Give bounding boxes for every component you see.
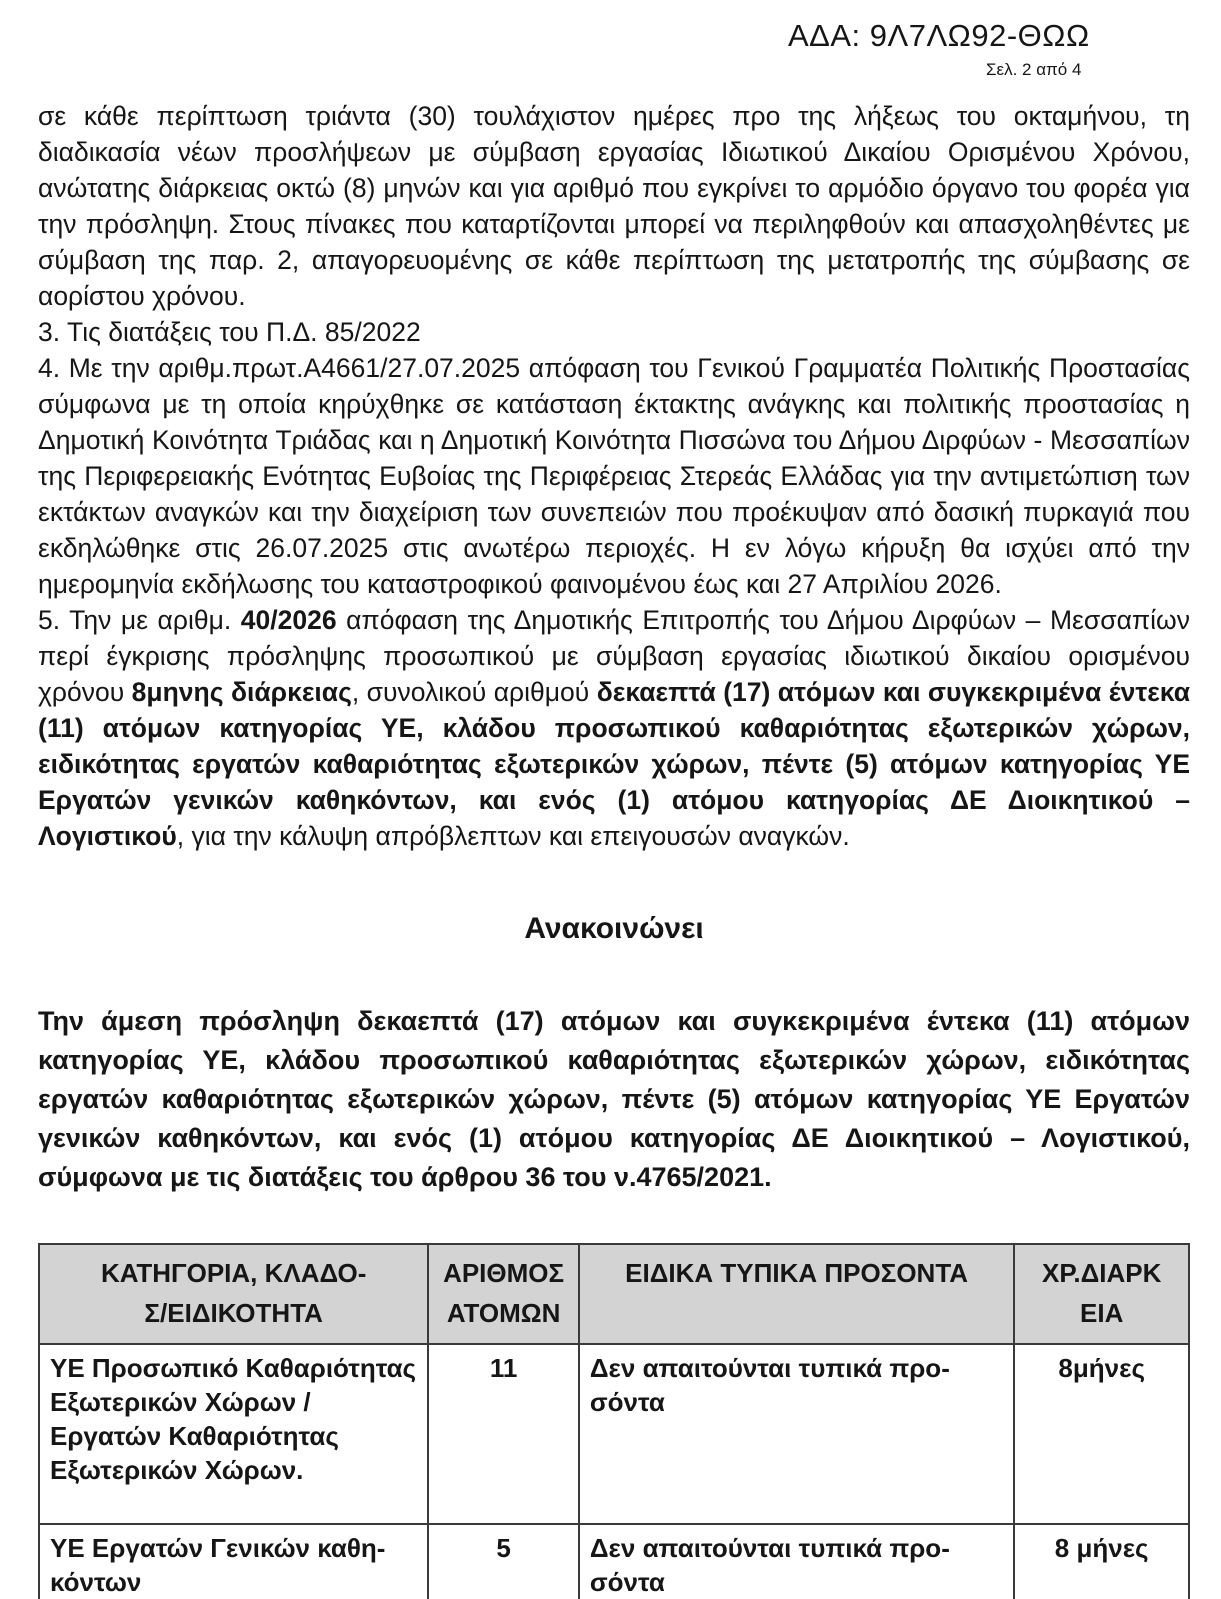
table-cell: 11 — [428, 1344, 579, 1524]
text-segment: 8μηνης διάρκειας — [131, 677, 352, 707]
text-segment: απόφαση της Δημοτικής Επιτροπής του Δήμου Διρφύων – Μεσσαπίων περί έγκρισης πρόσληψης προσωπικού με σύμβαση εργασίας ιδιωτικού δικαίου ορισμένου χρόνου — [38, 605, 1190, 707]
announce-heading: Ανακοινώνει — [524, 912, 704, 945]
table-row — [39, 1344, 1189, 1524]
table-cell: ΥΕ Εργατών Γενικών καθη- κόντων — [39, 1524, 428, 1599]
text-segment: , για την κάλυψη απρόβλεπτων και επειγουσών αναγκών. — [176, 821, 850, 851]
list-item-3: 3. Τις διατάξεις του Π.Δ. 85/2022 — [38, 317, 421, 347]
text-segment: , συνολικού αριθμού — [351, 677, 597, 707]
table-row — [39, 1524, 1189, 1599]
table-column-header: ΚΑΤΗΓΟΡΙΑ, ΚΛΑΔΟ- Σ/ΕΙΔΙΚΟΤΗΤΑ — [39, 1244, 428, 1344]
table-cell: ΥΕ Προσωπικό Καθαριότητας Εξωτερικών Χώρων / Εργατών Καθαριότητας Εξωτερικών Χώρων. — [39, 1344, 428, 1524]
positions-table-body — [39, 1344, 1189, 1599]
ada-reference: ΑΔΑ: 9Λ7ΛΩ92-ΘΩΩ — [788, 18, 1090, 53]
paragraph-contract-terms: σε κάθε περίπτωση τριάντα (30) τουλάχιστον ημέρες προ της λήξεως του οκταμήνου, τη διαδικασία νέων προσλήψεων με σύμβαση εργασίας Ιδιωτικού Δικαίου Ορισμένου Χρόνου, ανώτατης διάρκειας οκτώ (8) μηνών και για αριθμό που εγκρίνει το αρμόδιο όργανο του φορέα για την πρόσληψη. Στους πίνακες που καταρτίζονται μπορεί να περιληφθούν και απασχοληθέντες με σύμβαση της παρ. 2, απαγορευομένης σε κάθε περίπτωση της μετατροπής της σύμβασης σε αορίστου χρόνου. — [38, 101, 1190, 311]
table-column-header: ΧΡ.ΔΙΑΡΚ ΕΙΑ — [1014, 1244, 1189, 1344]
page-number: Σελ. 2 από 4 — [986, 60, 1082, 79]
text-segment: 40/2026 — [240, 605, 337, 635]
table-header-row — [39, 1244, 1189, 1344]
list-item-4: 4. Με την αριθμ.πρωτ.Α4661/27.07.2025 απόφαση του Γενικού Γραμματέα Πολιτικής Προστασίας σύμφωνα με τη οποία κηρύχθηκε σε κατάσταση έκτακτης ανάγκης και πολιτικής προστασίας η Δημοτική Κοινότητα Τριάδας και η Δημοτική Κοινότητα Πισσώνα του Δήμου Διρφύων - Μεσσαπίων της Περιφερειακής Ενότητας Ευβοίας της Περιφέρειας Στερεάς Ελλάδας για την αντιμετώπιση των εκτάκτων αναγκών και την διαχείριση των συνεπειών που προέκυψαν από δασική πυρκαγιά που εκδηλώθηκε στις 26.07.2025 στις ανωτέρω περιοχές. Η εν λόγω κήρυξη θα ισχύει από την ημερομηνία εκδήλωσης του καταστροφικού φαινομένου έως και 27 Απριλίου 2026. — [38, 353, 1190, 599]
table-cell: 8μήνες — [1014, 1344, 1189, 1524]
table-cell: 5 — [428, 1524, 579, 1599]
list-item-5 — [38, 602, 1190, 854]
document-body — [38, 98, 1190, 1599]
text-segment: 5. Την με αριθμ. — [38, 605, 241, 635]
table-cell: 8 μήνες — [1014, 1524, 1189, 1599]
table-cell: Δεν απαιτούνται τυπικά προ- σόντα — [579, 1344, 1015, 1524]
positions-table-head — [39, 1244, 1189, 1344]
table-column-header: ΑΡΙΘΜΟΣ ΑΤΟΜΩΝ — [428, 1244, 579, 1344]
positions-table — [38, 1243, 1190, 1599]
text-segment: δεκαεπτά (17) ατόμων και συγκεκριμένα έντεκα (11) ατόμων κατηγορίας ΥΕ, κλάδου προσωπικού καθαριότητας εξωτερικών χώρων, ειδικότητας εργατών καθαριότητας εξωτερικών χώρων, πέντε (5) ατόμων κατηγορίας ΥΕ Εργατών γενικών καθηκόντων, και ενός (1) ατόμου κατηγορίας ΔΕ Διοικητικού – Λογιστικού — [38, 677, 1190, 851]
table-column-header: ΕΙΔΙΚΑ ΤΥΠΙΚΑ ΠΡΟΣΟΝΤΑ — [579, 1244, 1015, 1344]
table-cell: Δεν απαιτούνται τυπικά προ- σόντα — [579, 1524, 1015, 1599]
announcement-paragraph: Την άμεση πρόσληψη δεκαεπτά (17) ατόμων και συγκεκριμένα έντεκα (11) ατόμων κατηγορίας ΥΕ, κλάδου προσωπικού καθαριότητας εξωτερικών χώρων, ειδικότητας εργατών καθαριότητας εξωτερικών χώρων, πέντε (5) ατόμων κατηγορίας ΥΕ Εργατών γενικών καθηκόντων, και ενός (1) ατόμου κατηγορίας ΔΕ Διοικητικού – Λογιστικού, σύμφωνα με τις διατάξεις του άρθρου 36 του ν.4765/2021. — [38, 1006, 1190, 1192]
